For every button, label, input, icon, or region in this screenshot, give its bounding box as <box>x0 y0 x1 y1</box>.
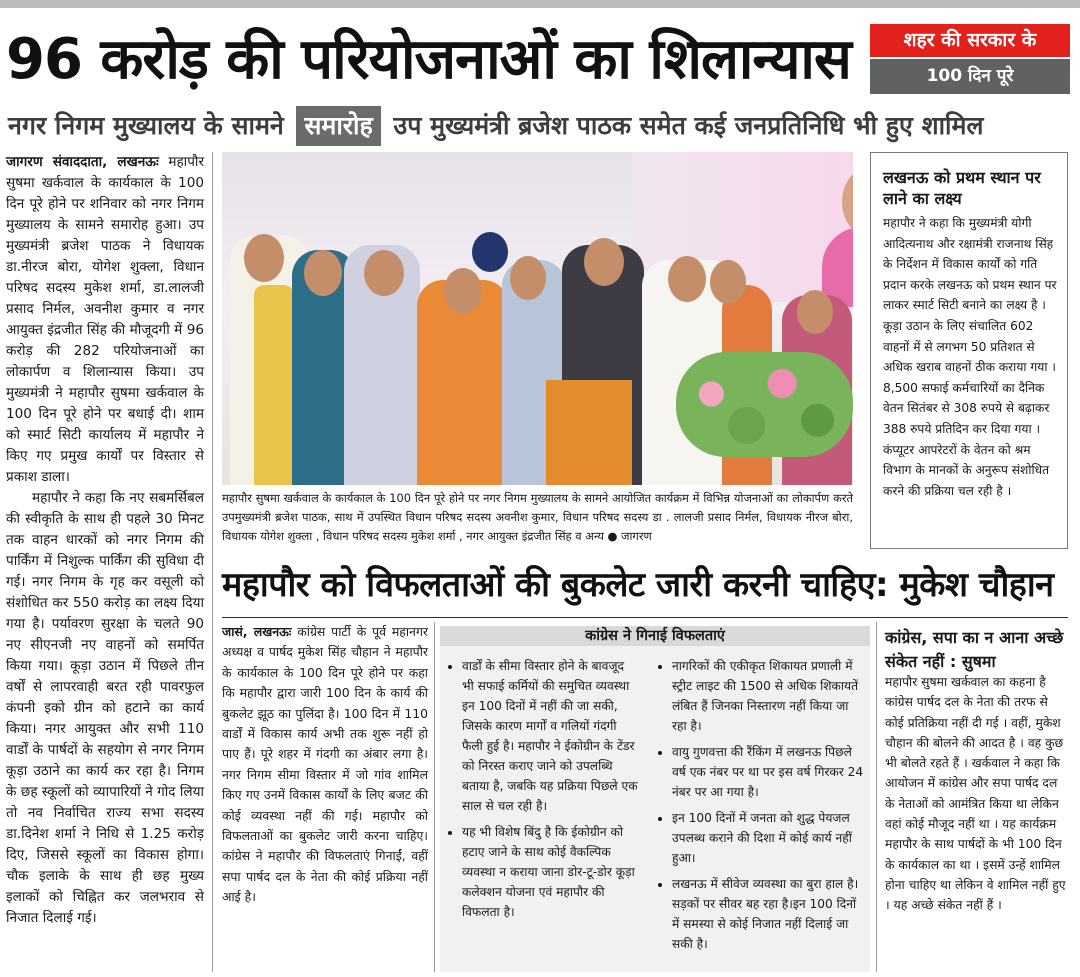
failure-item: • लखनऊ में सीवेज व्यवस्था का बुरा हाल है। सड़कों पर सीवर बह रहा है।इन 100 दिनों में समस्या से कोई निजात नहीं दिलाई जा सकी है। <box>672 874 864 954</box>
series-tag <box>870 24 1070 94</box>
failures-list-right <box>656 656 864 960</box>
main-story-para-2: महापौर ने कहा कि नए सबमर्सिबल की स्वीकृति के साथ ही पहले 30 मिनट तक वाहन धारकों को नगर निगम की पार्किंग में निशुल्क पार्किंग की सुविधा दी गई। नगर निगम के गृह कर वसूली को संशोधित कर 550 करोड़ का लक्ष्य दिया गया है। पर्यावरण सुरक्षा के चलते 90 नए सीएनजी नए वाहनों को समर्पित किया गया। कूड़ा उठान में पिछले तीन वर्षों से लापरवाही बरत रही पावरफुल कंपनी इको ग्रीन को हटाने का कार्य किया। नगर आयुक्त और सभी 110 वार्डों के पार्षदों के सहयोग से नगर निगम कूड़ा उठाने का कार्य कर रहा है। निगम के छह स्कूलों को व्यापारियों ने गोद लिया तो नव निर्वाचित राज्य सभा सदस्य डा.दिनेश शर्मा ने निधि से 1.25 करोड़ दिए, जिससे स्कूलों का विकास होगा। चौक इलाके के साथ ही छह मुख्य इलाकों को चिह्नित कर जलभराव से निजात दिलाई गई। <box>6 490 204 926</box>
top-rule <box>0 0 1080 8</box>
column-divider <box>212 152 213 972</box>
failure-item: • वार्डों के सीमा विस्तार होने के बावजूद भी सफाई कर्मियों की समुचित व्यवस्था इन 100 दिनों में नहीं की जा सकी, जिसके कारण मार्गों व गलियों गंदगी फैली हुई है। महापौर ने ईकोग्रीन के टेंडर को निरस्त कराए जाने को उपलब्धि बताया है, जबकि यह प्रक्रिया पिछले एक साल से चल रही है। <box>462 656 638 816</box>
failure-item: • वायु गुणवत्ता की रैंकिंग में लखनऊ पिछले वर्ष एक नंबर पर था पर इस वर्ष गिरकर 24 नंबर पर आ गया है। <box>672 742 864 802</box>
main-story-para-1: जागरण संवाददाता, लखनऊः महापौर सुषमा खर्कवाल के कार्यकाल के 100 दिन पूरे होने पर शनिवार को नगर निगम मुख्यालय के सामने समारोह हुआ। उप मुख्यमंत्री ब्रजेश पाठक ने विधायक डा.नीरज बोरा, योगेश शुक्ला, विधान परिषद सदस्य मुकेश शर्मा, डा.लालजी प्रसाद निर्मल, अवनीश कुमार व नगर आयुक्त इंद्रजीत सिंह की मौजूदगी में 96 करोड़ की 282 परियोजनाओं का लोकार्पण व शिलान्यास किया। उप मुख्यमंत्री ने महापौर सुषमा खर्कवाल के 100 दिन पूरे होने पर बधाई दी। शाम को स्मार्ट सिटी कार्यालय में महापौर ने किए गए प्रमुख कार्यों पर विस्तार से प्रकाश डाला। <box>6 154 204 485</box>
sidebar-title: लखनऊ को प्रथम स्थान पर लाने का लक्ष्य <box>883 168 1041 208</box>
subhead-pill: समारोह <box>296 106 380 146</box>
photo-caption: महापौर सुषमा खर्कवाल के कार्यकाल के 100 दिन पूरे होने पर नगर निगम मुख्यालय के सामने आयोजित कार्यक्रम में विभिन्न योजनाओं का लोकार्पण करते उपमुख्यमंत्री ब्रजेश पाठक, साथ में उपस्थित विधान परिषद सदस्य अवनीश कुमार, विधान परिषद सदस्य डा . लालजी प्रसाद निर्मल, विधायक नीरज बोरा, विधायक योगेश शुक्ला , विधान परिषद सदस्य मुकेश शर्मा , नगर आयुक्त इंद्रजीत सिंह व अन्य ● जागरण <box>222 491 853 543</box>
event-photo <box>222 152 853 485</box>
failures-list-left <box>446 656 638 928</box>
failure-item: • नागरिकों की एकीकृत शिकायत प्रणाली में स्ट्रीट लाइट की 1500 से अधिक शिकायतें लंबित हैं जिनका निस्तारण नहीं किया जा रहा है। <box>672 656 864 736</box>
secondary-rule <box>222 617 1068 618</box>
subhead-left: नगर निगम मुख्यालय के सामने <box>8 111 284 140</box>
secondary-headline: महापौर को विफलताओं की बुकलेट जारी करनी चाहिए: मुकेश चौहान <box>222 565 1054 605</box>
photo-plaque <box>546 380 632 485</box>
column-divider <box>434 622 435 972</box>
response-body: महापौर सुषमा खर्कवाल का कहना है कांग्रेस पार्षद दल के नेता की तरफ से कोई प्रतिक्रिया नहीं दी गई । वहीं, मुकेश चौहान की बोलने की आदत है । वह कुछ भी बोलते रहते हैं । खर्कवाल ने कहा कि आयोजन में कांग्रेस और सपा पार्षद दल के नेताओं को आमंत्रित किया था लेकिन वहां कोई मौजूद नहीं था । यह कार्यक्रम महापौर के साथ पार्षदों के भी 100 दिन के कार्यकाल का था । इसमें उन्हें शामिल होना चाहिए था लेकिन वे शामिल नहीं हुए । यह अच्छे संकेत नहीं हैं । <box>885 675 1066 913</box>
failure-item: • इन 100 दिनों में जनता को शुद्ध पेयजल उपलब्ध कराने की दिशा में कोई कार्य नहीं हुआ। <box>672 808 864 868</box>
byline: जागरण संवाददाता, लखनऊः <box>6 154 159 170</box>
failure-item: • यह भी विशेष बिंदु है कि ईकोग्रीन को हटाए जाने के साथ कोई वैकल्पिक व्यवस्था न कराया जाना डोर-टू-डोर कूड़ा कलेक्शन योजना एवं महापौर की विफलता है। <box>462 822 638 922</box>
photo-flower-decoration <box>676 352 853 457</box>
subheadline <box>8 106 983 146</box>
sidebar-body: महापौर ने कहा कि मुख्यमंत्री योगी आदित्यनाथ और रक्षामंत्री राजनाथ सिंह के निर्देशन में विकास कार्यों को गति प्रदान करके लखनऊ को प्रथम स्थान पर लाकर स्मार्ट सिटी बनाने का लक्ष्य है । कूड़ा उठान के लिए संचालित 602 वाहनों में से लगभग 50 प्रतिशत से अधिक खराब वाहनों ठीक कराया गया ।8,500 सफाई कर्मचारियों का दैनिक वेतन सितंबर से 308 रुपये से बढ़ाकर 388 रुपये प्रतिदिन कर दिया गया । कंप्यूटर आपरेटरों के वेतन को श्रम विभाग के मानकों के अनुरूप संशोधित करने की प्रक्रिया चल रही है । <box>883 216 1057 498</box>
column-divider <box>876 622 877 972</box>
main-story-column <box>6 152 204 929</box>
subhead-right: उप मुख्यमंत्री ब्रजेश पाठक समेत कई जनप्रतिनिधि भी हुए शामिल <box>393 111 984 140</box>
response-title: कांग्रेस, सपा का न आना अच्छे संकेत नहीं : सुषमा <box>885 628 1064 671</box>
failures-heading: कांग्रेस ने गिनाई विफलताएं <box>440 626 870 646</box>
main-headline: 96 करोड़ की परियोजनाओं का शिलान्यास <box>6 27 851 92</box>
series-tag-top: शहर की सरकार के <box>870 24 1070 57</box>
series-tag-bottom: 100 दिन पूरे <box>870 59 1070 94</box>
secondary-story-body: जासं, लखनऊः कांग्रेस पार्टी के पूर्व महानगर अध्यक्ष व पार्षद मुकेश सिंह चौहान ने महापौर के कार्यकाल के 100 दिन पूरे होने पर कहा कि महापौर द्वारा जारी 100 दिन के कार्य की बुकलेट झूठ का पुलिंदा है। 100 दिन में 110 वार्डों में विकास कार्य अभी तक शुरू नहीं हो पाए हैं। पूरे शहर में गंदगी का अंबार लगा है। नगर निगम सीमा विस्तार में जो गांव शामिल किए गए उनमें विकास कार्यों के लिए बजट की कोई व्यवस्था नहीं की गई। महापौर को विफलताओं का बुकलेट जारी करना चाहिए। कांग्रेस ने महापौर की विफलताएं गिनाईं, वहीं सपा पार्षद दल के नेता की कोई प्रक्रिया नहीं आई है। <box>222 624 428 905</box>
secondary-story-column <box>222 622 428 908</box>
sidebar-box <box>870 152 1068 549</box>
